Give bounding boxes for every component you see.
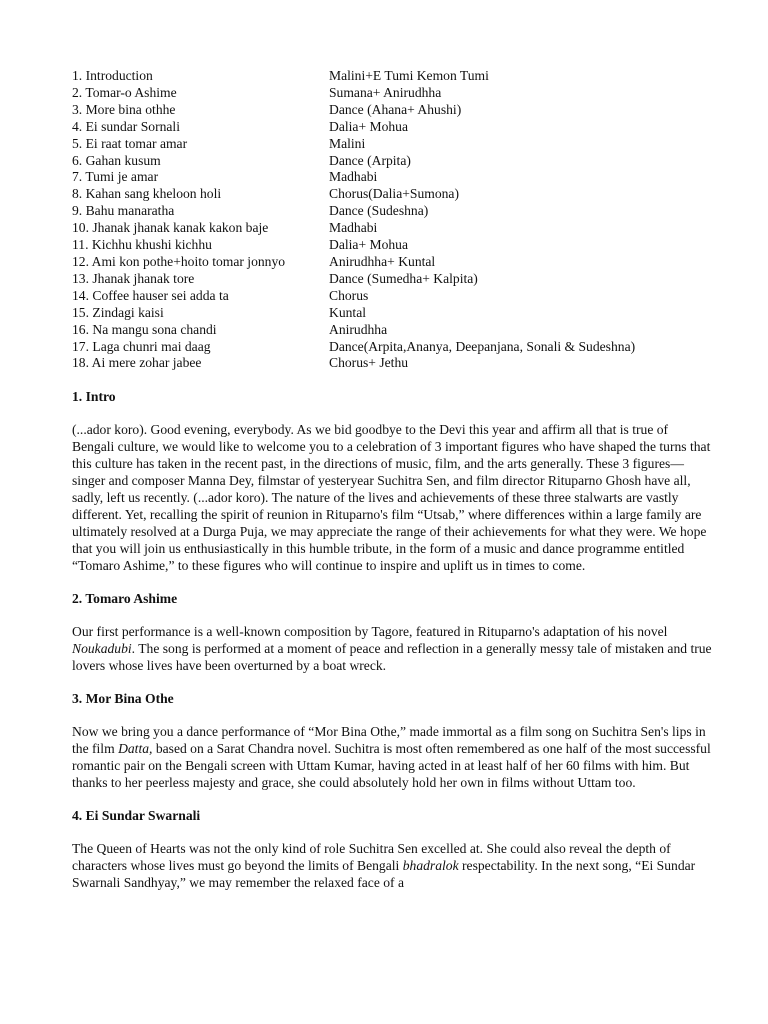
program-item <box>72 237 712 254</box>
program-item-title: 3. More bina othhe <box>72 101 176 117</box>
program-item-performer: Dance (Sumedha+ Kalpita) <box>329 270 478 286</box>
program-item-performer: Anirudhha <box>329 321 388 337</box>
program-item-performer: Dalia+ Mohua <box>329 237 409 253</box>
program-item <box>72 339 712 356</box>
program-item-title: 5. Ei raat tomar amar <box>72 135 188 151</box>
program-item-performer: Chorus(Dalia+Sumona) <box>329 186 459 202</box>
program-item <box>72 102 712 119</box>
program-item-title: 1. Introduction <box>72 68 153 83</box>
program-item-title: 12. Ami kon pothe+hoito tomar jonnyo <box>72 253 286 269</box>
program-item-title: 13. Jhanak jhanak tore <box>72 270 195 286</box>
program-item <box>72 85 712 102</box>
italic-term: bhadralok <box>402 858 459 874</box>
program-item <box>72 119 712 136</box>
program-item-performer: Sumana+ Anirudhha <box>329 84 442 100</box>
program-item-title: 18. Ai mere zohar jabee <box>72 355 202 371</box>
program-item <box>72 254 712 271</box>
program-list <box>72 68 712 372</box>
text-span: The Queen of Hearts was not the only kind of role Suchitra Sen excelled at. She could also reveal the depth of characters whose lives must go beyond the limits of Bengali <box>72 841 671 874</box>
program-item-performer: Malini <box>329 135 366 151</box>
program-item <box>72 203 712 220</box>
section-heading-mor-bina-othe: 3. Mor Bina Othe <box>72 691 174 707</box>
program-item <box>72 68 712 85</box>
program-item-performer: Dalia+ Mohua <box>329 118 409 134</box>
program-item-title: 2. Tomar-o Ashime <box>72 84 177 100</box>
program-item-performer: Madhabi <box>329 169 378 185</box>
program-item-performer: Madhabi <box>329 220 378 236</box>
program-item <box>72 186 712 203</box>
text-span: Our first performance is a well-known composition by Tagore, featured in Rituparno's adaptation of his novel <box>72 624 668 640</box>
text-span: based on a Sarat Chandra novel. Suchitra is most often remembered as one half of the most successful romantic pair on the Bengali screen with Uttam Kumar, having acted in at least half of her 60 films with him. But thanks to her peerless majesty and grace, she could absolutely hold her own in films without Uttam too. <box>72 741 711 791</box>
program-item-performer: Kuntal <box>329 304 366 320</box>
program-item-performer: Dance (Arpita) <box>329 152 411 168</box>
program-item-title: 15. Zindagi kaisi <box>72 304 164 320</box>
program-item-title: 8. Kahan sang kheloon holi <box>72 186 222 202</box>
program-item-title: 16. Na mangu sona chandi <box>72 321 217 337</box>
section-heading-ei-sundar-swarnali: 4. Ei Sundar Swarnali <box>72 808 201 824</box>
program-item <box>72 220 712 237</box>
program-item-title: 9. Bahu manaratha <box>72 203 175 219</box>
program-item-performer: Anirudhha+ Kuntal <box>329 253 436 269</box>
program-item-performer: Dance (Ahana+ Ahushi) <box>329 101 462 117</box>
program-item <box>72 305 712 322</box>
section-body-ei-sundar-swarnali <box>72 840 712 891</box>
document-page <box>72 68 712 907</box>
program-item-title: 10. Jhanak jhanak kanak kakon baje <box>72 220 269 236</box>
program-item-title: 14. Coffee hauser sei adda ta <box>72 287 229 303</box>
program-item <box>72 355 712 372</box>
italic-title: Noukadubi <box>72 641 132 657</box>
section-body-intro: (...ador koro). Good evening, everybody. As we bid goodbye to the Devi this year and affirm all that is true of Bengali culture, we would like to welcome you to a celebration of 3 important figures who have shaped the turns that this culture has taken in the recent past, in the directions of music, film, and the arts generally. These 3 figures—singer and composer Manna Dey, filmstar of yesteryear Suchitra Sen, and film director Rituparno Ghosh have all, sadly, left us recently. (...ador koro). The nature of the lives and achievements of these three stalwarts are vastly different. Yet, recalling the spirit of reunion in Rituparno's film “Utsab,” where differences within a large family are ultimately resolved at a Durga Puja, we may appreciate the range of their achievements for what they were. We hope that you will join us enthusiastically in this humble tribute, in the form of a music and dance programme entitled “Tomaro Ashime,” to these figures who will continue to inspire and uplift us in times to come. <box>72 422 711 574</box>
program-item-title: 7. Tumi je amar <box>72 169 159 185</box>
program-item-title: 17. Laga chunri mai daag <box>72 338 211 354</box>
program-item <box>72 322 712 339</box>
program-item <box>72 271 712 288</box>
section-heading-intro: 1. Intro <box>72 389 116 405</box>
program-item-performer: Dance(Arpita,Ananya, Deepanjana, Sonali & Sudeshna) <box>329 338 636 354</box>
program-item-performer: Malini+E Tumi Kemon Tumi <box>329 68 489 83</box>
section-heading-tomaro-ashime: 2. Tomaro Ashime <box>72 591 178 607</box>
section-body-tomaro-ashime <box>72 623 712 674</box>
program-item-title: 4. Ei sundar Sornali <box>72 118 180 134</box>
program-item-performer: Chorus+ Jethu <box>329 355 409 371</box>
italic-title: Datta, <box>118 741 153 757</box>
program-item-title: 6. Gahan kusum <box>72 152 161 168</box>
section-body-mor-bina-othe <box>72 723 712 791</box>
program-item-performer: Chorus <box>329 287 369 303</box>
program-item-performer: Dance (Sudeshna) <box>329 203 429 219</box>
program-item <box>72 169 712 186</box>
text-span: respectability. In the next song, “Ei Sundar Swarnali Sandhyay,” we may remember the relaxed face of a <box>72 858 696 891</box>
text-span: Now we bring you a dance performance of “Mor Bina Othe,” made immortal as a film song on Suchitra Sen's lips in the film <box>72 724 706 757</box>
program-item-title: 11. Kichhu khushi kichhu <box>72 237 212 253</box>
program-item <box>72 153 712 170</box>
text-span: . The song is performed at a moment of peace and reflection in a generally messy tale of mistaken and true lovers whose lives have been overturned by a boat wreck. <box>72 641 712 674</box>
program-item <box>72 136 712 153</box>
program-item <box>72 288 712 305</box>
